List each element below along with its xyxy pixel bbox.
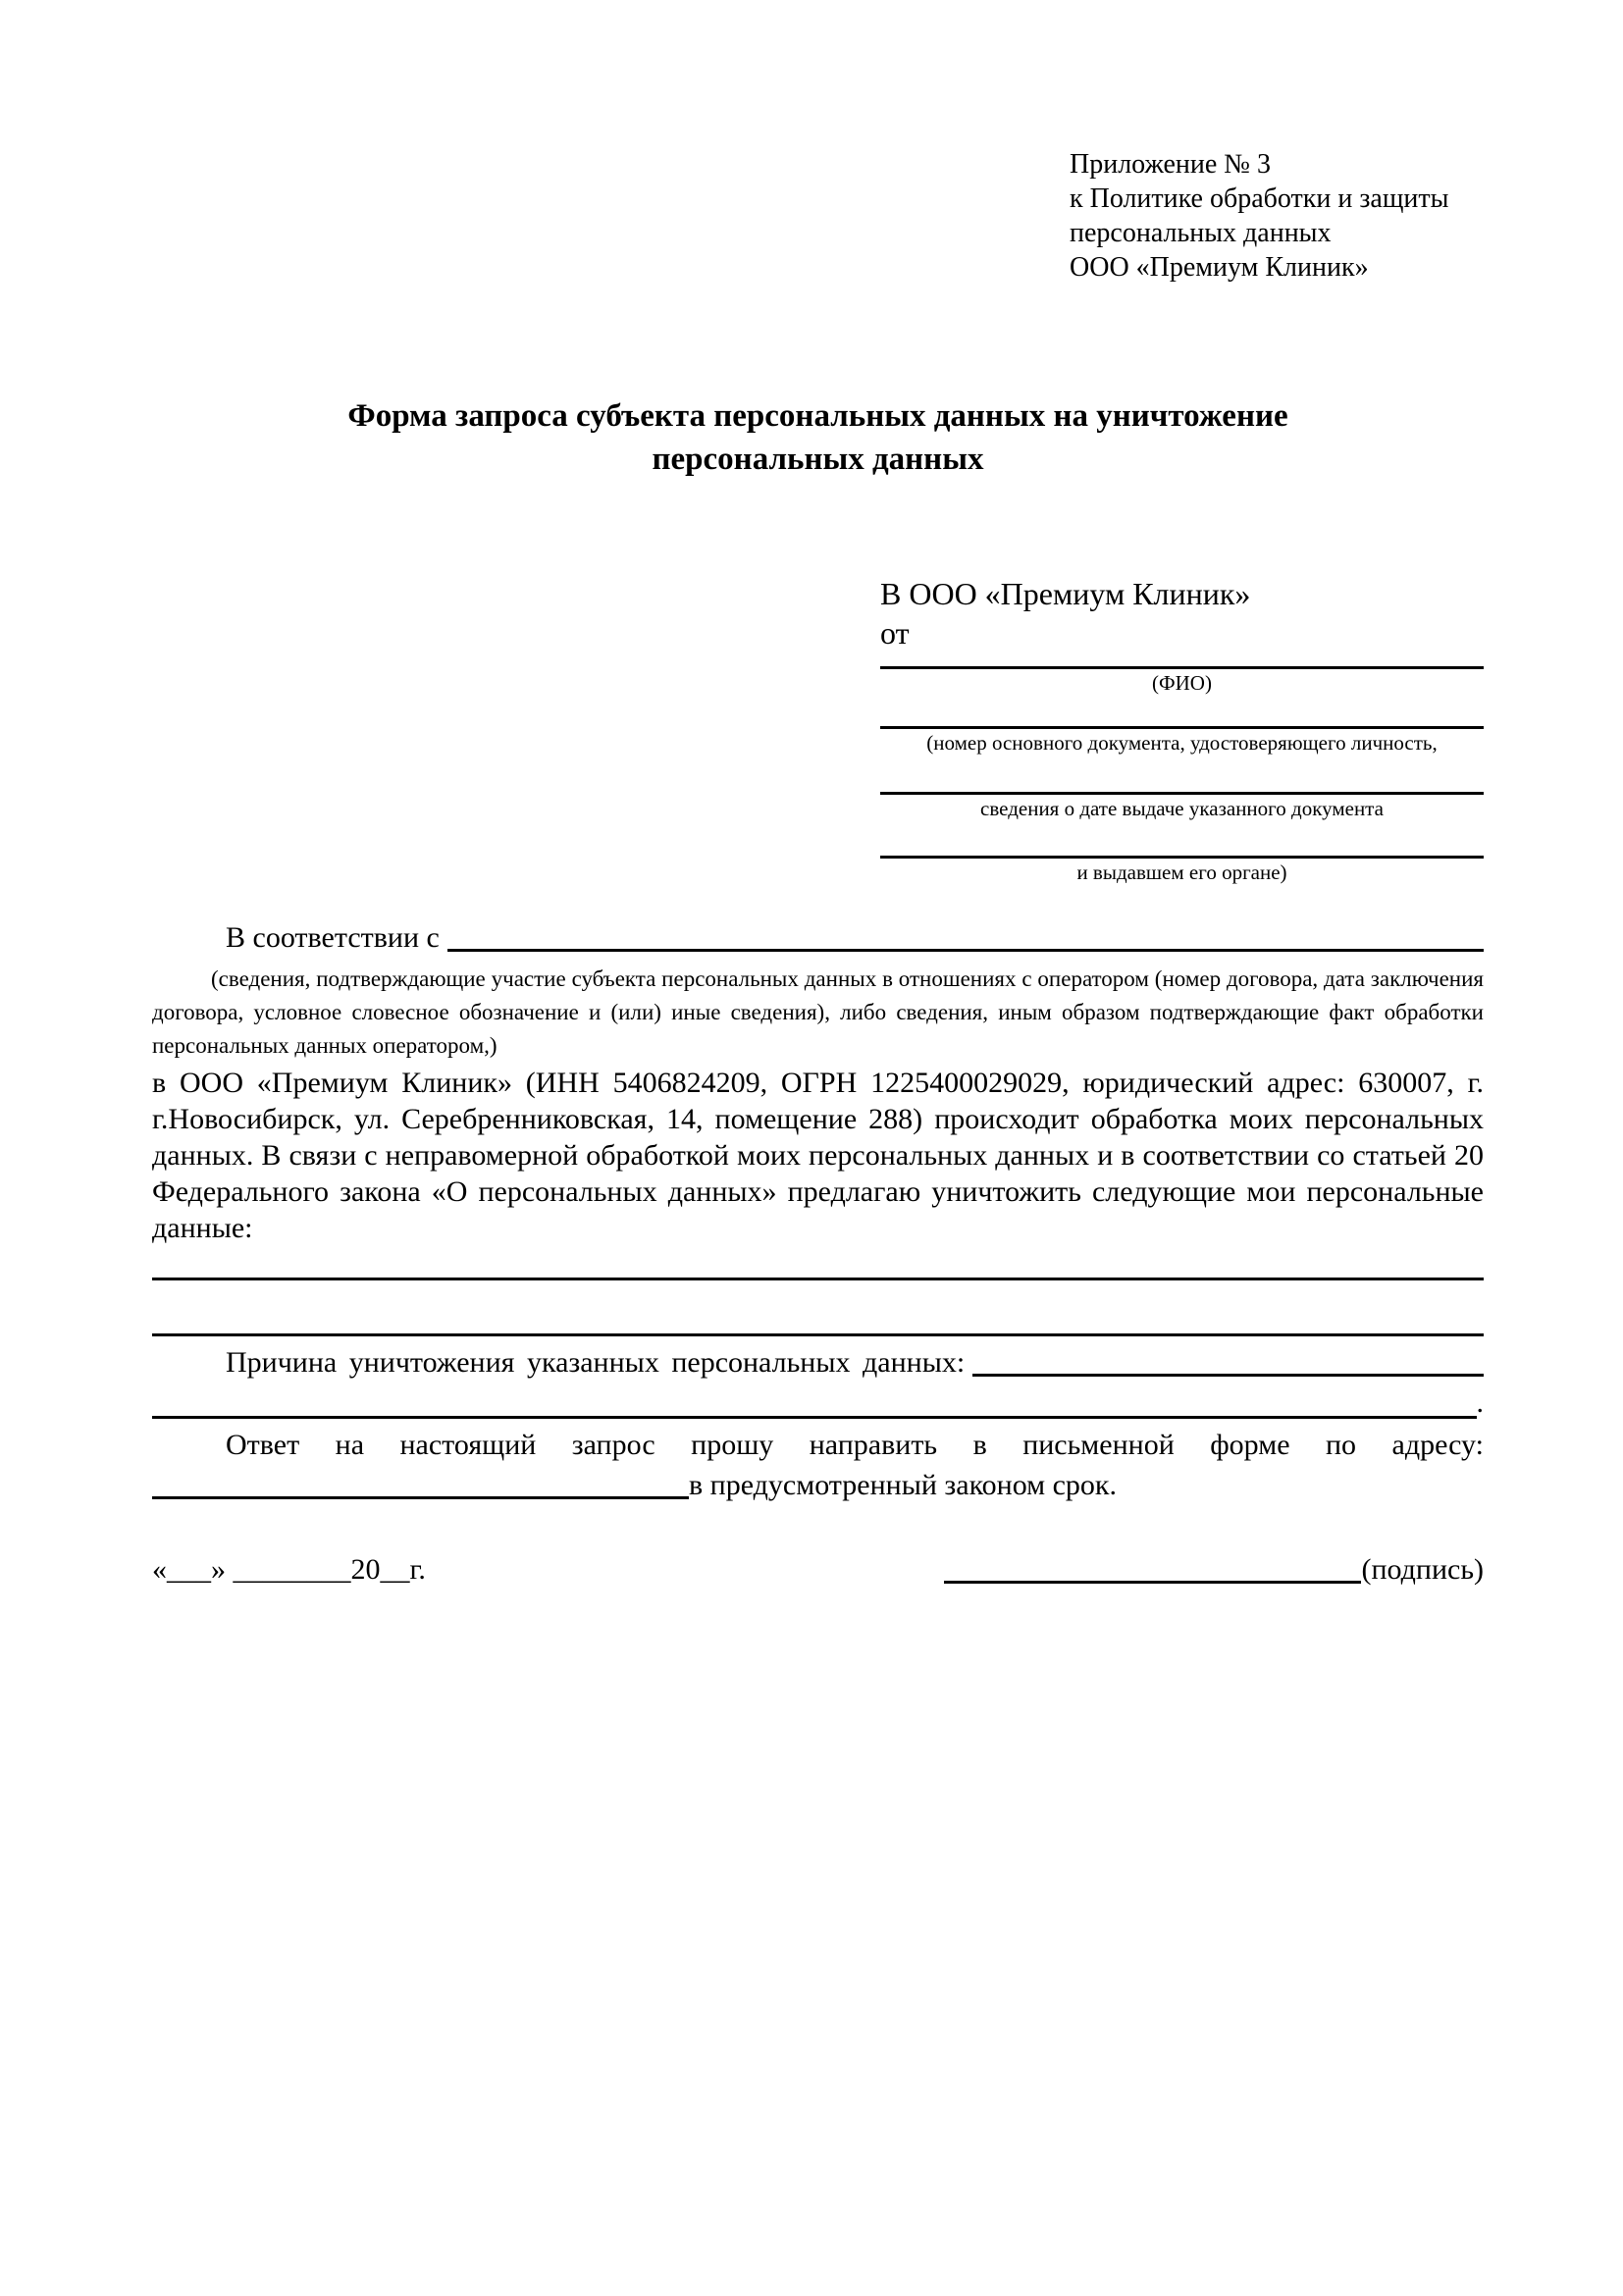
fio-caption: (ФИО) — [1152, 671, 1212, 695]
issue-date-caption: сведения о дате выдаче указанного документа — [980, 797, 1384, 820]
appendix-line: Приложение № 3 — [1070, 149, 1271, 180]
response-paragraph: Ответ на настоящий запрос прошу направить в письменной форме по адресу: — [226, 1429, 1484, 1461]
accordance-note: (сведения, подтверждающие участие субъекта персональных данных в отношениях с оператором (номер договора, дата заключения договора, условное словесное обозначение и (или) иные сведения), либо сведения, иным образом подтверждающие факт обработки персональных данных оператором,) — [152, 966, 1484, 1058]
signature-caption: (подпись) — [1361, 1553, 1484, 1586]
document-title: Форма запроса субъекта персональных данных на уничтожение персональных данных — [347, 398, 1288, 477]
main-paragraph: в ООО «Премиум Клиник» (ИНН 5406824209, ОГРН 1225400029029, юридический адрес: 630007, г. г.Новосибирск, ул. Серебренниковская, 14, помещение 288) происходит обработка моих персональных данных. В связи с неправомерной обработкой моих персональных данных и в соответствии со статьей 20 Федерального закона «О персональных данных» предлагаю уничтожить следующие мои персональные данные: — [152, 1067, 1484, 1244]
issue-date-blank-line — [880, 757, 1484, 795]
reason-label: Причина уничтожения указанных персональных данных: — [226, 1346, 966, 1379]
reason-blank-row-2 — [152, 1382, 1484, 1425]
personal-data-blank-line-1 — [152, 1246, 1484, 1280]
doc-number-blank-line — [880, 697, 1484, 729]
appendix-header — [1070, 147, 1484, 285]
address-blank-line — [152, 1496, 689, 1499]
addressee-from-label: от — [880, 615, 910, 651]
issue-org-caption: и выдавшем его органе) — [1076, 861, 1287, 884]
accordance-blank-line — [447, 949, 1484, 952]
addressee-to: В ООО «Премиум Клиник» — [880, 576, 1251, 611]
personal-data-blank-line-2 — [152, 1280, 1484, 1336]
response-tail-row — [152, 1466, 1484, 1505]
appendix-line: ООО «Премиум Клиник» — [1070, 252, 1369, 283]
fio-blank-line — [880, 652, 1484, 669]
period-mark: . — [1476, 1386, 1484, 1419]
signature-blank-line — [944, 1581, 1361, 1584]
accordance-label: В соответствии с — [226, 921, 440, 954]
response-tail-text: в предусмотренный законом срок. — [689, 1469, 1117, 1501]
reason-row — [152, 1344, 1484, 1382]
addressee-block — [880, 574, 1484, 886]
issue-org-blank-line — [880, 822, 1484, 859]
reason-blank-line-2 — [152, 1416, 1477, 1419]
appendix-line: к Политике обработки и защиты — [1070, 183, 1449, 214]
footer-row — [152, 1550, 1484, 1590]
date-blank: «___» ________20__г. — [152, 1553, 426, 1586]
appendix-line: персональных данных — [1070, 218, 1332, 248]
reason-blank-line — [972, 1374, 1484, 1377]
signature-group — [944, 1550, 1484, 1590]
accordance-row — [152, 919, 1484, 957]
doc-number-caption: (номер основного документа, удостоверяющего личность, — [926, 731, 1438, 755]
